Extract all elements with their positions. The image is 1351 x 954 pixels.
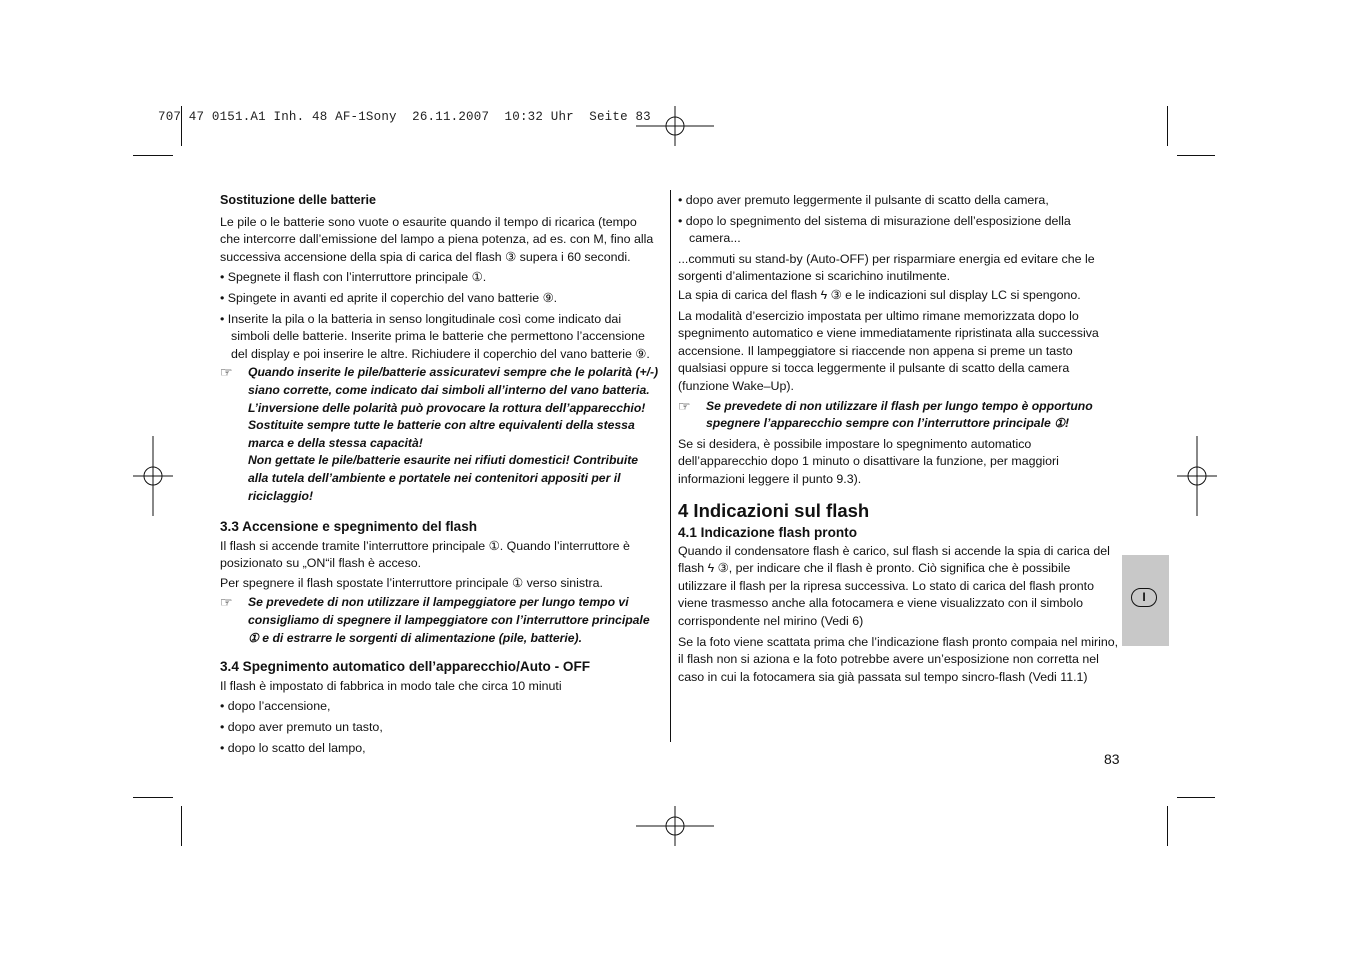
note-disposal-text: Non gettate le pile/batterie esaurite nei rifiuti domestici! Contribuite alla tutela dell’ambiente e portatele nei contenitori appositi per il riciclaggio! xyxy=(248,453,639,503)
crop-mark-bottom-right-h xyxy=(1177,797,1215,798)
note-polarity-text: Quando inserite le pile/batterie assicuratevi sempre che le polarità (+/-) siano corrette, come indicato dai simboli all’interno del vano batteria. L’inversione delle polarità può provocare la rottura dell’apparecchio! Sostituite sempre tutte le batterie con altre equivalenti della stessa marca e della stessa capacità! xyxy=(248,365,659,450)
list-item: • Spegnete il flash con l’interruttore principale ①. xyxy=(220,270,487,285)
list-item: • Spingete in avanti ed aprite il coperchio del vano batterie ⑨. xyxy=(220,290,558,305)
pointing-hand-icon: ☞ xyxy=(220,364,233,381)
crop-mark-top-left-h xyxy=(133,155,173,156)
list-item: • dopo aver premuto leggermente il pulsante di scatto della camera, xyxy=(678,193,1049,207)
crop-mark-top-right-v xyxy=(1167,106,1168,146)
section-3-3-text-2: Per spegnere il flash spostate l’interruttore principale ① verso sinistra. xyxy=(220,575,604,590)
standby-text-2: La spia di carica del flash ϟ ③ e le indicazioni sul display LC si spengono. xyxy=(678,287,1081,302)
auto-off-text: Se si desidera, è possibile impostare lo spegnimento automatico dell’apparecchio dopo 1 minuto o disattivare la funzione, per maggiori informazioni leggere il punto 9.3). xyxy=(678,436,1059,486)
section-4-1-title: 4.1 Indicazione flash pronto xyxy=(678,525,858,541)
standby-text: ...commuti su stand-by (Auto-OFF) per risparmiare energia ed evitare che le sorgenti d’alimentazione si scarichino inutilmente. xyxy=(678,251,1095,284)
print-header: 707 47 0151.A1 Inh. 48 AF-1Sony 26.11.2007 10:32 Uhr Seite 83 xyxy=(158,110,651,124)
crop-mark-bottom-left-h xyxy=(133,797,173,798)
section-3-3-text: Il flash si accende tramite l’interruttore principale ①. Quando l’interruttore è posizionato su „ON“il flash è acceso. xyxy=(220,538,630,571)
registration-mark-left-icon xyxy=(133,436,173,516)
memory-text: La modalità d’esercizio impostata per ultimo rimane memorizzata dopo lo spegnimento automatico e viene immediatamente ripristinata alla successiva accensione. Il lampeggiatore si riaccende non appena si preme un tasto qualsiasi oppure si tocca leggermente il pulsante di scatto della camera (funzione Wake–Up). xyxy=(678,308,1099,393)
batteries-title: Sostituzione delle batterie xyxy=(220,193,377,207)
right-column xyxy=(678,192,1120,686)
note-switch-off-text: Se prevedete di non utilizzare il flash per lungo tempo è opportuno spegnere l’apparecchio sempre con l’interruttore principale ①! xyxy=(706,398,1093,431)
section-3-4-text: Il flash è impostato di fabbrica in modo tale che circa 10 minuti xyxy=(220,678,562,693)
section-3-4-title: 3.4 Spegnimento automatico dell’apparecchio/Auto - OFF xyxy=(220,659,591,675)
note-polarity xyxy=(220,364,660,505)
crop-mark-bottom-right-v xyxy=(1167,806,1168,846)
page-number: 83 xyxy=(1104,751,1120,767)
note-switch-off xyxy=(678,398,1120,433)
list-item: • dopo lo spegnimento del sistema di misurazione dell’esposizione della camera... xyxy=(678,213,1071,246)
registration-mark-bottom-icon xyxy=(636,806,714,846)
column-divider xyxy=(670,190,671,742)
section-4-title: 4 Indicazioni sul flash xyxy=(678,499,870,521)
list-item: • dopo aver premuto un tasto, xyxy=(220,720,383,735)
note-long-storage-text: Se prevedete di non utilizzare il lampeggiatore per lungo tempo vi consigliamo di spegnere il lampeggiatore con l’interruttore principale ① e di estrarre le sorgenti di alimentazione (pile, batterie). xyxy=(248,595,650,645)
list-item: • Inserite la pila o la batteria in senso longitudinale così come indicato dai simboli delle batterie. Inserite prima le batterie che permettono l’accensione del display e poi inserire le altre. Richiudere il coperchio del vano batterie ⑨. xyxy=(220,311,650,361)
batteries-intro: Le pile o le batterie sono vuote o esaurite quando il tempo di ricarica (tempo che intercorre dall’emissione del lampo a piena potenza, ad es. con M, fino alla successiva accensione della spia di carica del flash ③ supera i 60 secondi. xyxy=(220,214,654,264)
left-column xyxy=(220,192,660,757)
note-long-storage xyxy=(220,594,660,647)
section-4-1-text: Quando il condensatore flash è carico, sul flash si accende la spia di carica del flash ϟ ③, per indicare che il flash è pronto. Ciò significa che è possibile utilizzare il flash per la ripresa successiva. Lo stato di carica del flash pronto viene trasmesso anche alla fotocamera e viene visualizzato con il simbolo corrispondente nel mirino (Vedi 6) xyxy=(678,543,1110,629)
list-item: • dopo lo scatto del lampo, xyxy=(220,740,366,755)
language-tab-letter: I xyxy=(1131,588,1157,607)
pointing-hand-icon: ☞ xyxy=(678,397,691,414)
crop-mark-bottom-left-v xyxy=(181,806,182,846)
pointing-hand-icon: ☞ xyxy=(220,594,233,611)
crop-mark-top-right-h xyxy=(1177,155,1215,156)
registration-mark-right-icon xyxy=(1177,436,1217,516)
section-3-3-title: 3.3 Accensione e spegnimento del flash xyxy=(220,519,478,535)
section-4-1-text-2: Se la foto viene scattata prima che l’indicazione flash pronto compaia nel mirino, il flash non si aziona e la foto potrebbe avere un’esposizione non corretta nel caso in cui la fotocamera sia già passata sul tempo sincro-flash (Vedi 11.1) xyxy=(678,634,1119,684)
list-item: • dopo l’accensione, xyxy=(220,699,331,714)
